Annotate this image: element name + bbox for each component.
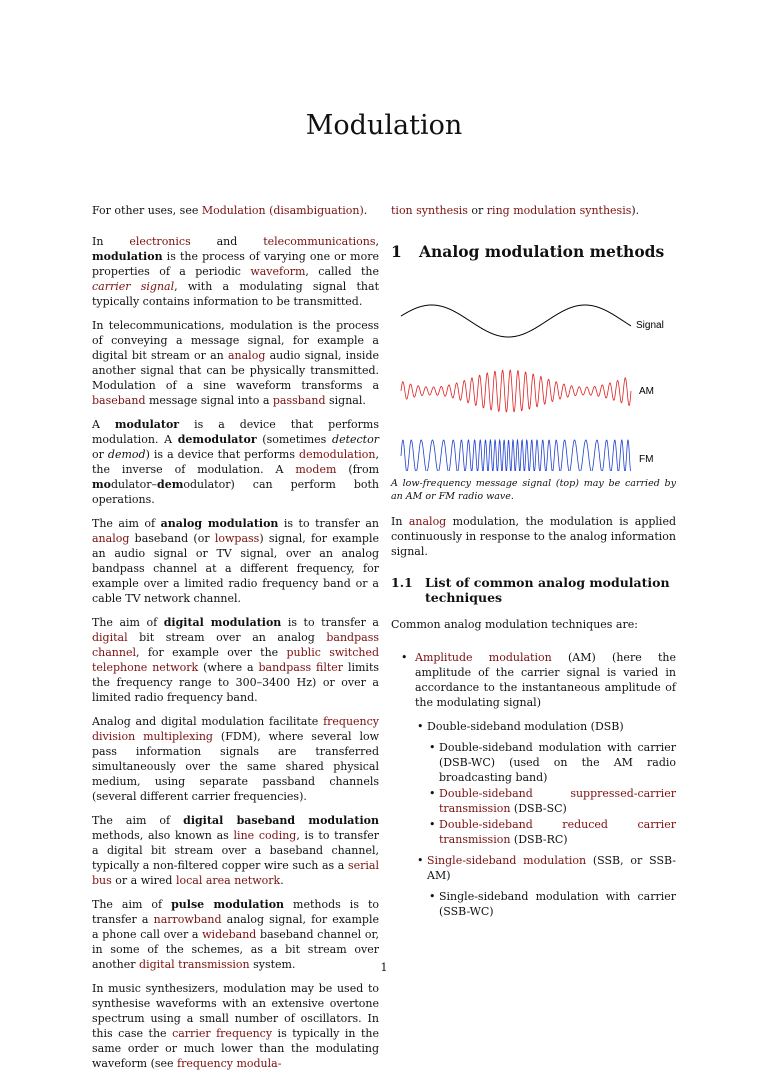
modulation-figure bbox=[391, 271, 676, 471]
continuation-paragraph: tion synthesis or ring modulation synthesis). bbox=[391, 204, 640, 217]
disambiguation-link[interactable]: Modulation (disambiguation) bbox=[201, 204, 364, 217]
lowpass-link[interactable]: lowpass bbox=[214, 532, 260, 545]
page-title: Modulation bbox=[305, 110, 463, 141]
frequency-modulation-synthesis-link[interactable]: frequency modula- bbox=[177, 1057, 282, 1070]
fm-wave bbox=[401, 440, 631, 471]
analog-link-3[interactable]: analog bbox=[408, 515, 447, 528]
list-item-dsb-wc: • Double-sideband modulation with carrier (DSB-WC) (used on the AM radio broadcasting band) bbox=[427, 740, 676, 785]
signal-label: Signal bbox=[636, 320, 664, 331]
list-item-ssb: • Single-sideband modulation (SSB, or SSB-AM) • Single-sideband modulation with carrier (SSB-WC) bbox=[415, 853, 676, 919]
techniques-list bbox=[391, 650, 676, 919]
waveform-link[interactable]: waveform bbox=[250, 265, 306, 278]
list-intro: Common analog modulation techniques are: bbox=[391, 618, 638, 631]
electronics-link[interactable]: electronics bbox=[129, 235, 191, 248]
baseband-link[interactable]: baseband bbox=[92, 394, 146, 407]
wideband-link[interactable]: wideband bbox=[202, 928, 257, 941]
ring-modulation-link[interactable]: ring modulation synthesis bbox=[486, 204, 632, 217]
section-heading-analog-methods: 1 Analog modulation methods bbox=[391, 242, 665, 261]
list-item-dsb: • Double-sideband modulation (DSB) • Double-sideband modulation with carrier (DSB-WC) (used on the AM radio broadcasting band) • Double-sideband suppressed-carrier transmission (DSB-SC) • Double-sideband reduced carrier transmission (DSB-RC) bbox=[415, 719, 676, 847]
narrowband-link[interactable]: narrowband bbox=[153, 913, 222, 926]
modem-link[interactable]: modem bbox=[295, 463, 337, 476]
list-item-dsb-rc: • Double-sideband reduced carrier transmission (DSB-RC) bbox=[427, 817, 676, 847]
ssb-link[interactable]: Single-sideband modulation bbox=[427, 854, 587, 867]
am-label: AM bbox=[639, 386, 654, 397]
bandpass-channel-link[interactable]: bandpass channel bbox=[92, 631, 379, 659]
demodulation-link[interactable]: demodulation bbox=[299, 448, 376, 461]
hatnote: For other uses, see Modulation (disambiguation). bbox=[92, 204, 368, 217]
telecommunications-link[interactable]: telecommunications bbox=[263, 235, 376, 248]
dsb-rc-link[interactable]: Double-sideband reduced carrier transmission bbox=[439, 818, 676, 846]
digital-transmission-link[interactable]: digital transmission bbox=[139, 958, 250, 971]
fdm-link[interactable]: frequency division multiplexing bbox=[92, 715, 379, 743]
serial-bus-link[interactable]: serial bus bbox=[92, 859, 379, 887]
modulator-paragraph: A modulator is a device that performs modulation. A demodulator (sometimes detector or demod) is a device that performs demodulation, the inverse of modulation. A modem (from modulator–demodulator) can perform both operations. bbox=[92, 418, 379, 506]
analog-link-2[interactable]: analog bbox=[92, 532, 130, 545]
signal-wave bbox=[401, 305, 631, 337]
bandpass-filter-link[interactable]: bandpass filter bbox=[258, 661, 344, 674]
carrier-frequency-link[interactable]: carrier frequency bbox=[172, 1027, 273, 1040]
telecom-paragraph: In telecommunications, modulation is the process of conveying a message signal, for example a digital bit stream or an analog audio signal, inside another signal that can be physically transmitted. Modulation of a sine waveform transforms a baseband message signal into a passband signal. bbox=[92, 319, 379, 407]
pstn-link[interactable]: public switched telephone network bbox=[92, 646, 380, 674]
list-item-dsb-sc: • Double-sideband suppressed-carrier transmission (DSB-SC) bbox=[427, 786, 676, 816]
digital-modulation-paragraph: The aim of digital modulation is to transfer a digital bit stream over an analog bandpass channel, for example over the public switched telephone network (where a bandpass filter limits the frequency range to 300–3400 Hz) or over a limited radio frequency band. bbox=[92, 616, 380, 704]
list-item-am: • Amplitude modulation (AM) (here the amplitude of the carrier signal is varied in accordance to the instantaneous amplitude of the modulating signal) • Double-sideband modulation (DSB) • Double-sideband modulation with carrier (DSB-WC) (used on the AM radio broadcasting band) • Double-sideband suppressed-carrier transmission (DSB-SC) • Double-sideband reduced carrier transmission (DSB-RC) • Single-sideband modulation (SSB, or SSB-AM) • Single-sideband modulation with carrier (SSB-WC) bbox=[391, 650, 676, 919]
line-coding-link[interactable]: line coding bbox=[233, 829, 297, 842]
section-heading-list: 1.1 List of common analog modulation techniques bbox=[391, 575, 670, 605]
digital-link[interactable]: digital bbox=[92, 631, 128, 644]
am-wave bbox=[401, 370, 631, 412]
analog-link[interactable]: analog bbox=[227, 349, 266, 362]
lan-link[interactable]: local area network bbox=[175, 874, 281, 887]
analog-intro-paragraph: In analog modulation, the modulation is applied continuously in response to the analog information signal. bbox=[391, 515, 676, 558]
fm-label: FM bbox=[639, 454, 654, 465]
fdm-paragraph: Analog and digital modulation facilitate frequency division multiplexing (FDM), where several low pass information signals are transferred simultaneously over the same shared physical medium, using separate passband channels (several different carrier frequencies). bbox=[92, 715, 379, 803]
figure-caption: A low-frequency message signal (top) may be carried by an AM or FM radio wave. bbox=[391, 478, 676, 502]
left-column bbox=[92, 203, 379, 1080]
dsb-sc-link[interactable]: Double-sideband suppressed-carrier transmission bbox=[439, 787, 676, 815]
passband-link[interactable]: passband bbox=[272, 394, 326, 407]
amplitude-modulation-link[interactable]: Amplitude modulation bbox=[415, 651, 552, 664]
baseband-modulation-paragraph: The aim of digital baseband modulation methods, also known as line coding, is to transfer a digital bit stream over a baseband channel, typically a non-filtered copper wire such as a serial bus or a wired local area network. bbox=[92, 814, 379, 887]
intro-paragraph: In electronics and telecommunications, modulation is the process of varying one or more properties of a periodic waveform, called the carrier signal, with a modulating signal that typically contains information to be transmitted. bbox=[92, 235, 380, 308]
right-column bbox=[391, 203, 676, 925]
analog-modulation-paragraph: The aim of analog modulation is to transfer an analog baseband (or lowpass) signal, for example an audio signal or TV signal, over an analog bandpass channel at a different frequency, for example over a limited radio frequency band or a cable TV network channel. bbox=[92, 517, 379, 605]
fm-synthesis-link-cont[interactable]: tion synthesis bbox=[391, 204, 468, 217]
pulse-modulation-paragraph: The aim of pulse modulation methods is to transfer a narrowband analog signal, for example a phone call over a wideband baseband channel or, in some of the schemes, as a bit stream over another digital transmission system. bbox=[92, 898, 379, 971]
page-number: 1 bbox=[380, 961, 388, 974]
list-item-ssb-wc: • Single-sideband modulation with carrier (SSB-WC) bbox=[427, 889, 676, 919]
synthesizer-paragraph: In music synthesizers, modulation may be used to synthesise waveforms with an extensive overtone spectrum using a small number of oscillators. In this case the carrier frequency is typically in the same order or much lower than the modulating waveform (see frequency modula- bbox=[92, 982, 380, 1070]
carrier-signal-link[interactable]: carrier signal bbox=[92, 280, 175, 293]
